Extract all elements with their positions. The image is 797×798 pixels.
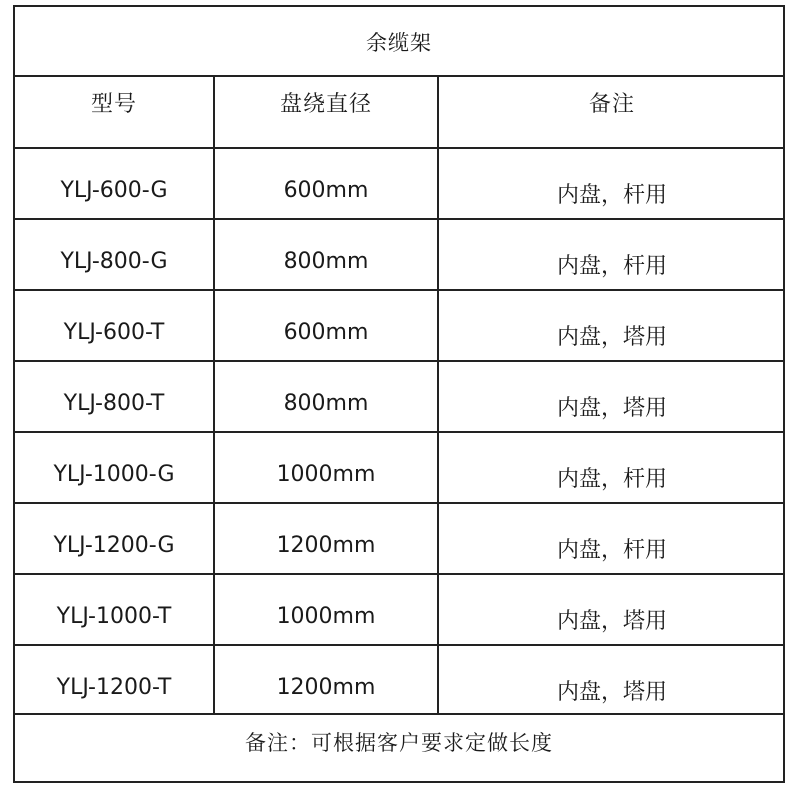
cell-note: 内盘，塔用 (556, 325, 667, 350)
table-title-row (15, 7, 783, 77)
header-divider (15, 147, 783, 149)
cell-diameter: 1200mm (276, 533, 376, 558)
cell-diameter: 800mm (283, 391, 369, 416)
cell-model: YLJ-1200-T (56, 675, 172, 700)
cell-diameter: 1000mm (276, 462, 376, 487)
cell-diameter: 1200mm (276, 675, 376, 700)
row-divider (15, 502, 783, 504)
table-footer-note: 备注：可根据客户要求定做长度 (245, 731, 553, 755)
row-divider (15, 218, 783, 220)
cell-note: 内盘，塔用 (556, 396, 667, 421)
row-divider (15, 289, 783, 291)
cell-model: YLJ-600-G (60, 178, 168, 203)
row-divider (15, 644, 783, 646)
table-title: 余缆架 (366, 31, 432, 55)
table-footer-row (15, 713, 783, 781)
cell-note: 内盘，杆用 (556, 183, 667, 208)
cell-model: YLJ-1000-T (56, 604, 172, 629)
cell-diameter: 1000mm (276, 604, 376, 629)
cell-model: YLJ-1000-G (53, 462, 175, 487)
cell-note: 内盘，杆用 (556, 254, 667, 279)
cell-diameter: 800mm (283, 249, 369, 274)
row-divider (15, 431, 783, 433)
table-grid (15, 77, 783, 715)
cell-note: 内盘，杆用 (556, 538, 667, 563)
header-diameter: 盘绕直径 (279, 92, 372, 117)
cell-model: YLJ-1200-G (53, 533, 175, 558)
header-model: 型号 (90, 92, 137, 117)
row-divider (15, 360, 783, 362)
cell-note: 内盘，杆用 (556, 467, 667, 492)
spec-table (13, 5, 785, 783)
cell-model: YLJ-800-T (63, 391, 165, 416)
cell-diameter: 600mm (283, 320, 369, 345)
row-divider (15, 573, 783, 575)
header-note: 备注 (588, 92, 635, 117)
cell-diameter: 600mm (283, 178, 369, 203)
cell-note: 内盘，塔用 (556, 609, 667, 634)
cell-note: 内盘，塔用 (556, 680, 667, 705)
cell-model: YLJ-800-G (60, 249, 168, 274)
cell-model: YLJ-600-T (63, 320, 165, 345)
